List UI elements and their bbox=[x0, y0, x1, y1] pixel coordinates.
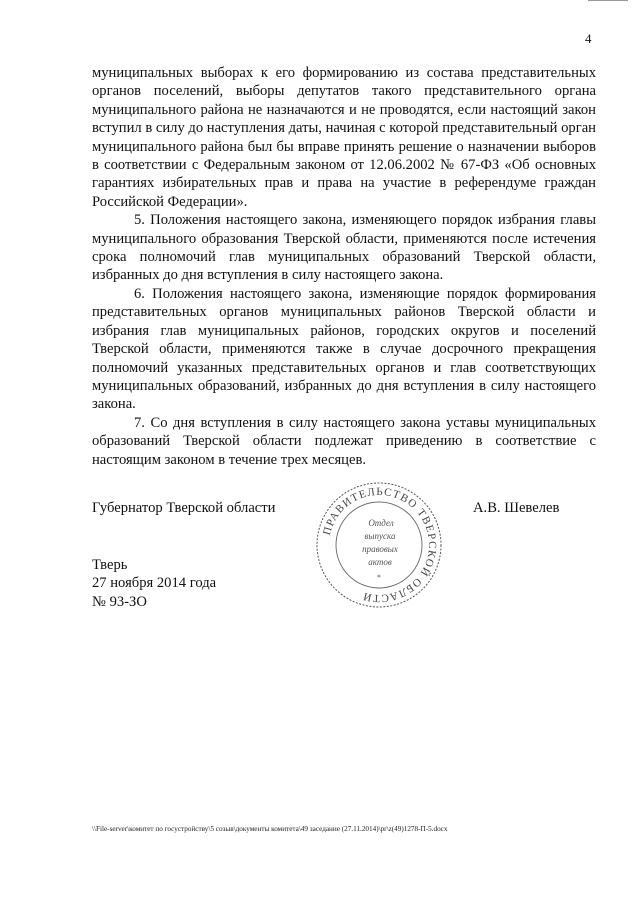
stamp-inner-line: Отдел bbox=[368, 518, 394, 528]
paragraph-5: 5. Положения настоящего закона, изменяющего порядок избрания главы муниципального образования Тверской области, применяются после истечения срока полномочий глав муниципальных образований Тверской области, избранных до дня вступления в силу настоящего закона. bbox=[92, 212, 596, 284]
city: Тверь bbox=[92, 557, 128, 573]
paragraph-continuation: муниципальных выборах к его формированию из состава представительных органов поселений, выборы депутатов такого представительного органа муниципального района не назначаются и не проводятся, если настоящий закон вступил в силу до наступления даты, начиная с которой представительный орган муниципального района был бы вправе принять решение о назначении выборов в соответствии с Федеральным законом от 12.06.2002 № 67-ФЗ «Об основных гарантиях избирательных прав и права на участие в референдуме граждан Российской Федерации». bbox=[92, 65, 596, 210]
stamp-inner-line: актов bbox=[368, 557, 392, 567]
scan-corner-mark bbox=[588, 0, 628, 3]
paragraph-6: 6. Положения настоящего закона, изменяющие порядок формирования представительных органов муниципальных районов Тверской области и избрания глав муниципальных районов, городских округов и поселений Тверской области, применяются также в случае досрочного прекращения полномочий указанных представительных органов и глав соответствующих муниципальных образований, избранных до дня вступления в силу настоящего закона. bbox=[92, 285, 596, 413]
page-number: 4 bbox=[585, 31, 592, 46]
footer-file-path: \\File-server\комитет по госустройству\5 созыв\документы комитета\49 заседание (27.11.2014)\pr\z(49)1278-П-5.docx bbox=[92, 825, 448, 833]
law-number: № 93-ЗО bbox=[92, 593, 147, 610]
signatory-position: Губернатор Тверской области bbox=[92, 500, 276, 516]
official-stamp-seal bbox=[314, 480, 444, 610]
stamp-star-icon: * bbox=[377, 573, 381, 582]
stamp-inner-line: выпуска bbox=[364, 531, 396, 541]
signatory-name: А.В. Шевелев bbox=[473, 500, 560, 516]
law-body-text bbox=[92, 64, 596, 469]
law-date: 27 ноября 2014 года bbox=[92, 575, 217, 592]
stamp-inner-line: правовых bbox=[362, 544, 398, 554]
stamp-outer-text: ПРАВИТЕЛЬСТВО ТВЕРСКОЙ ОБЛАСТИ bbox=[321, 485, 439, 605]
place-date-block bbox=[92, 556, 216, 611]
paragraph-7: 7. Со дня вступления в силу настоящего закона уставы муниципальных образований Тверской области подлежат приведению в соответствие с настоящим законом в течение трех месяцев. bbox=[92, 414, 596, 468]
